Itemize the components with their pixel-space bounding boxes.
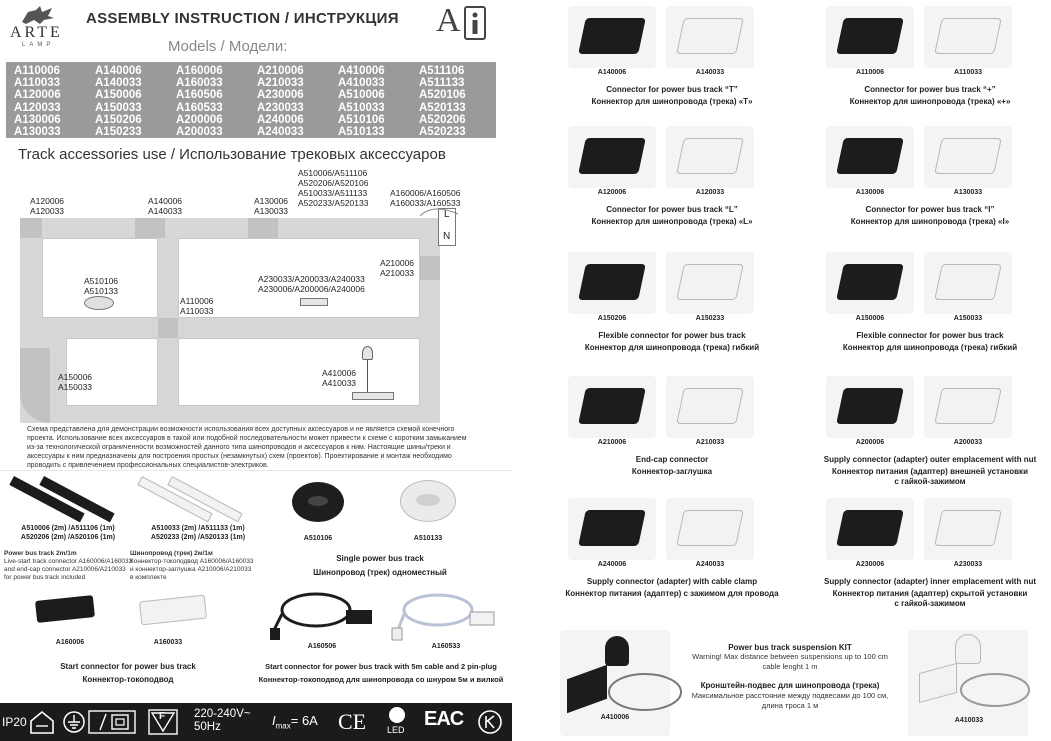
led-badge [380,706,414,738]
model-code: A230006 [257,89,304,102]
model-code: A110006 [14,65,61,77]
model-code: A210033 [257,77,304,90]
product-en-title: Connector for power bus track “L” [606,205,738,214]
model-code: A230033 [257,101,304,114]
product-code: A200006 [855,439,885,446]
voltage: 220-240V~ 50Hz [194,708,251,733]
brand-logo [8,4,68,50]
single-black-code: A510106 [303,535,333,542]
cable-en: Start connector for power bus track with 5m cable and 2 pin-plug [265,662,497,671]
model-code: A511106 [419,65,465,77]
single-white-code: A510133 [413,535,443,542]
product-code: A120033 [695,189,725,196]
suspension-en-warn: Warning! Max distance between suspensions up to 100 cm cable lenght 1 m [692,652,888,671]
header-badge [436,2,496,42]
plan-label-t: A140006 A140033 [148,196,183,216]
plan-label-start: A160006/A160506 A160033/A160533 [390,188,461,208]
plan-note: Схема представлена для демонстрации возможности использования всех доступных аксессуаров и не является схемой конечного проекта. Использование всех аксессуаров в такой или подобной последовательности может привести к схеме с коротким замыканием из-за технологической ограниченности возможностей данного типа шинопроводов и аксессуаров к ним. Настоящие шины/треки и аксессуары к ним предназначены для построения простых (незамкнутых) схем (проектов). Проектирование и монтаж необходимо проводить с привлечением профессиональных специалистов-электриков. [27,426,467,469]
single-track-disc [84,296,114,310]
product-white-image [676,510,744,546]
indoor-house-icon [28,709,56,735]
info-icon [464,6,486,40]
model-code: A110033 [14,77,61,90]
model-code: A200006 [176,113,223,126]
suspension-ru-title: Кронштейн-подвес для шинопровода (трека) [700,681,880,690]
model-code: A120033 [14,101,61,114]
product-white-image [676,18,744,54]
plan-label-single: A510106 A510133 [84,276,119,296]
product-black-image [836,264,904,300]
ground-icon [62,710,86,734]
plan-label-i: A130006 A130033 [254,196,289,216]
plan-label-l: A120006 A120033 [30,196,65,216]
product-card [560,374,790,492]
product-code: A230006 [855,561,885,568]
product-black-image [836,510,904,546]
product-card [560,250,790,368]
product-white-image [934,138,1002,174]
product-black-image [578,388,646,424]
plan-label-flex: A150006 A150033 [58,372,93,392]
model-code: A511133 [419,77,465,90]
plan-label-endcap: A210006 A210033 [380,258,415,278]
product-en-title: Connector for power bus track “T” [606,85,738,94]
cable-white-image [390,590,500,644]
rail-black-image [14,476,124,524]
product-code: A210033 [695,439,725,446]
model-code: A120006 [14,89,61,102]
product-black-image [836,388,904,424]
model-code: A150033 [95,101,142,114]
terminal-l: L [444,209,450,220]
product-code: A230033 [953,561,983,568]
product-code: A150006 [855,315,885,322]
model-code: A510033 [338,101,385,114]
product-ru-title: Коннектор для шинопровода (трека) «I» [850,217,1010,226]
product-white-image [676,138,744,174]
start-ru: Коннектор-токоподвод [82,675,174,684]
model-code: A150233 [95,126,142,139]
imax-sub: max [275,721,291,731]
product-black-image [836,138,904,174]
certification-bar [0,703,512,741]
model-code: A140006 [95,65,142,77]
product-code: A110033 [953,69,983,76]
single-en: Single power bus track [336,554,424,563]
product-card [560,124,790,242]
models-grid [14,65,488,138]
product-ru-title: Коннектор для шинопровода (трека) гибкий [584,343,760,352]
product-en-title: Connector for power bus track “I” [865,205,995,214]
product-card [560,4,790,122]
rail-white-image [142,476,252,524]
ce-mark: CE [338,709,367,734]
product-card [560,496,790,614]
rail-black-codes: A510006 (2m) /A511106 (1m) A520206 (2m) /A520106 (1m) [20,525,116,541]
plan-label-suspension: A410006 A410033 [322,368,357,388]
certification-icon [476,709,504,735]
product-code: A240006 [597,561,627,568]
suspension-symbol [352,392,394,400]
start-black-image [35,595,95,623]
product-ru-title: Коннектор питания (адаптер) внешней установки с гайкой-зажимом [832,467,1028,486]
product-en-title: Supply connector (adapter) inner emplacement with nut [823,577,1037,586]
model-code: A210006 [257,65,304,77]
single-ru: Шинопровод (трек) одноместный [313,568,447,577]
model-code: A150006 [95,89,142,102]
product-white-image [934,388,1002,424]
brand-sub: LAMP [22,42,55,48]
product-black-image [578,18,646,54]
product-code: A150233 [695,315,725,322]
product-white-image [676,264,744,300]
rail-ru-desc: Коннектор-токоподвод A160006/A160033 и коннектор-заглушка A210006/A210033 в комплекте [130,558,254,582]
model-code: A160033 [176,77,223,90]
product-en-title: Supply connector (adapter) with cable clamp [586,577,758,586]
product-code: A140006 [597,69,627,76]
cable-black-code: A160506 [307,643,337,650]
product-black-image [578,510,646,546]
model-code: A140033 [95,77,142,90]
model-code: A520233 [419,126,466,139]
product-en-title: Flexible connector for power bus track [856,331,1004,340]
product-ru-title: Коннектор для шинопровода (трека) «L» [591,217,753,226]
product-en-title: Flexible connector for power bus track [598,331,746,340]
product-en-title: Supply connector (adapter) outer emplacement with nut [823,455,1037,464]
model-code: A240033 [257,126,304,139]
product-ru-title: Коннектор-заглушка [631,467,713,476]
product-code: A240033 [695,561,725,568]
floor-plan [20,209,460,423]
cable-ru: Коннектор-токоподвод для шинопровода со шнуром 5м и вилкой [258,675,504,684]
start-white-code: A160033 [153,639,183,646]
product-code: A200033 [953,439,983,446]
model-code: A520106 [419,89,466,102]
product-ru-title: Коннектор питания (адаптер) скрытой установки с гайкой-зажимом [832,589,1028,608]
product-ru-title: Коннектор для шинопровода (трека) «+» [849,97,1011,106]
product-code: A140033 [695,69,725,76]
product-card [818,374,1048,492]
product-code: A130006 [855,189,885,196]
led-text: LED [387,725,405,735]
imax [272,713,318,731]
rail-en-desc: Live-start track connector A160006/A160033 and end-cap connector A210006/A210033 for power bus track included [4,558,133,582]
model-code: A520133 [419,101,466,114]
cable-white-code: A160533 [431,643,461,650]
models-title: Models / Модели: [168,38,288,55]
brand-name: ARTE [10,24,63,41]
cable-black-image [270,588,380,644]
product-white-image [934,18,1002,54]
model-code: A520206 [419,113,466,126]
badge-letter: A [436,2,461,39]
terminal-n: N [443,231,451,242]
model-code: A130033 [14,126,61,139]
suspension-white-code: A410033 [954,717,984,724]
product-black-image [578,264,646,300]
suspension-en-title: Power bus track suspension KIT [728,643,852,652]
ip-rating: IP20 [2,715,27,729]
product-card [818,250,1048,368]
product-code: A120006 [597,189,627,196]
product-black-image [836,18,904,54]
model-code: A130006 [14,113,61,126]
product-card [818,4,1048,122]
model-code: A160006 [176,65,223,77]
model-code: A150206 [95,113,142,126]
page-title: ASSEMBLY INSTRUCTION / ИНСТРУКЦИЯ [86,10,399,27]
suspension-black-image [565,636,675,716]
product-ru-title: Коннектор для шинопровода (трека) «T» [591,97,753,106]
suspension-black-code: A410006 [600,714,630,721]
start-en: Start connector for power bus track [60,662,196,671]
product-code: A210006 [597,439,627,446]
product-card [818,496,1048,614]
models-box [6,62,496,138]
imax-label: I [272,713,276,728]
product-ru-title: Коннектор для шинопровода (трека) гибкий [842,343,1018,352]
product-white-image [934,264,1002,300]
adapter-symbol [300,298,328,306]
imax-value: = 6A [290,713,318,728]
class-ii-icon [88,710,136,734]
model-code: A200033 [176,126,223,139]
suspension-ru-warn: Максимальное расстояние между подвесами до 100 см, длина троса 1 м [691,691,889,710]
plan-label-adapters: A230033/A200033/A240033 A230006/A200006/A240006 [258,274,365,294]
griffin-icon [18,4,58,26]
product-code: A110006 [855,69,885,76]
model-code: A160506 [176,89,223,102]
model-code: A240006 [257,113,304,126]
plan-label-rails: A510006/A511106 A520206/A520106 A510033/A511133 A520233/A520133 [298,168,369,208]
bulb-icon [388,706,406,724]
product-black-image [578,138,646,174]
product-code: A150206 [597,315,627,322]
model-code: A510006 [338,89,385,102]
product-ru-title: Коннектор питания (адаптер) с зажимом для провода [565,589,779,598]
model-code: A510106 [338,113,385,126]
product-white-image [676,388,744,424]
product-en-title: Connector for power bus track “+” [864,85,996,94]
rail-ru-title: Шинопровод (трек) 2м/1м [130,550,213,557]
product-card [818,124,1048,242]
product-white-image [934,510,1002,546]
product-code: A130033 [953,189,983,196]
class-letter: F [159,711,166,722]
model-code: A510133 [338,126,385,139]
model-code: A410033 [338,77,385,90]
product-code: A150033 [953,315,983,322]
rail-white-codes: A510033 (2m) /A511133 (1m) A520233 (2m) /A520133 (1m) [150,525,246,541]
suspension-white-image [915,634,1025,714]
start-black-code: A160006 [55,639,85,646]
track-title: Track accessories use / Использование трековых аксессуаров [18,146,446,163]
plan-label-plus: A110006 A110033 [180,296,214,316]
model-code: A410006 [338,65,385,77]
rail-en-title: Power bus track 2m/1m [4,550,77,557]
start-white-image [139,595,207,626]
model-code: A160533 [176,101,223,114]
product-en-title: End-cap connector [635,455,709,464]
eac-mark: EAC [424,708,464,730]
